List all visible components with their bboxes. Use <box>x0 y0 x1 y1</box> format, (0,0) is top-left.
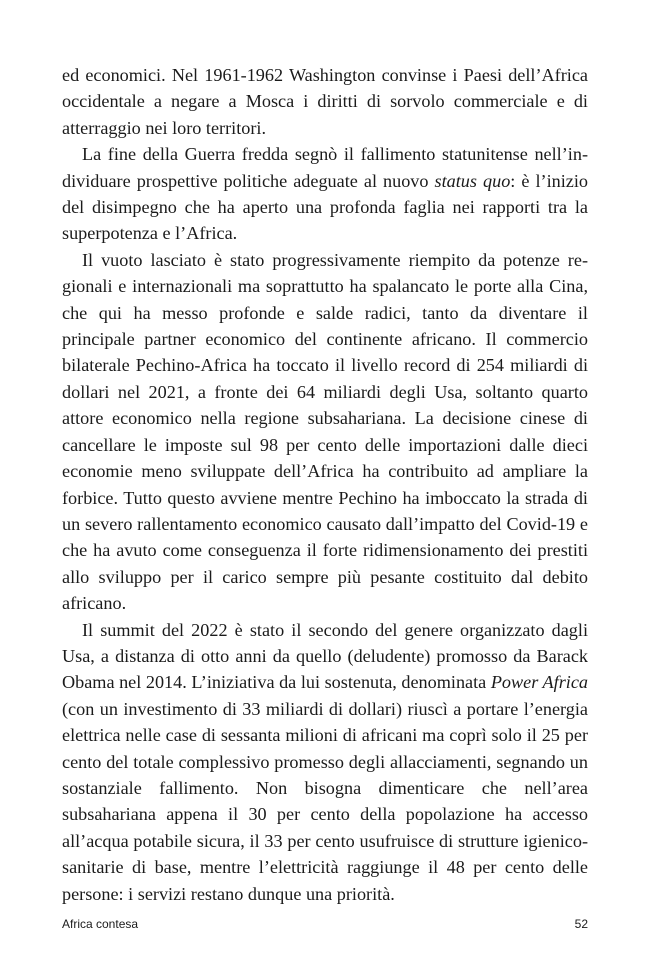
text-run: : è l’inizio del disimpegno che ha aperto una profonda faglia nei rapporti tra la superpotenza e l’Africa. <box>62 170 589 244</box>
text-run: ed economici. Nel 1961-1962 Washington convinse i Paesi dell’Africa occidentale a negare a Mosca i diritti di sorvolo commerciale e di atterraggio nei loro territori. <box>62 65 588 138</box>
paragraph <box>62 617 588 907</box>
italic-text: Power Africa <box>490 672 588 693</box>
text-run: La fine della Guerra fredda segnò il fallimento statunitense nell’individuare prospettive politiche adeguate al nuovo <box>62 144 588 191</box>
italic-text: status quo <box>434 170 511 191</box>
running-footer-title: Africa contesa <box>62 917 139 931</box>
paragraph <box>62 247 588 617</box>
paragraph <box>62 141 588 247</box>
text-run: Il summit del 2022 è stato il secondo del genere organizzato dagli Usa, a distanza di otto anni da quello (deludente) promosso da Barack Obama nel 2014. L’iniziativa da lui sostenuta, denominata <box>62 619 588 693</box>
page-number: 52 <box>574 917 588 931</box>
body-text <box>62 62 588 907</box>
page-footer <box>62 917 588 935</box>
paragraph <box>62 62 588 141</box>
text-run: (con un investimento di 33 miliardi di dollari) riuscì a portare l’energia elettrica nelle case di sessanta milioni di africani ma coprì solo il 25 per cento del totale complessivo promesso degli allacciamenti, segnando un sostanziale fallimento. Non bisogna dimenticare che nell’area subsahariana appena il 30 per cento della popolazione ha accesso all’acqua potabile sicura, il 33 per cento usufruisce di strutture igienico-sanitarie di base, mentre l’elettricità raggiunge il 48 per cento delle persone: i servizi restano dunque una priorità. <box>62 698 588 904</box>
text-run: Il vuoto lasciato è stato progressivamente riempito da potenze regionali e internazionali ma soprattutto ha spalancato le porte alla Cina, che qui ha messo profonde e salde radici, tanto da diventare il principale partner economico del continente africano. Il commercio bilaterale Pechino-Africa ha toccato il livello record di 254 miliardi di dollari nel 2021, a fronte dei 64 miliardi degli Usa, soltanto quarto attore economico nella regione subsahariana. La decisione cinese di cancellare le imposte sul 98 per cento delle importazioni dalle dieci economie meno sviluppate dell’Africa ha contribuito ad ampliare la forbice. Tutto questo avviene mentre Pechino ha imboccato la strada di un severo rallentamento economico causato dall’impatto del Covid-19 e che ha avuto come conseguenza il forte ridimensionamento dei prestiti allo sviluppo per il carico sempre più pesante costituito dal debito africano. <box>62 249 588 614</box>
